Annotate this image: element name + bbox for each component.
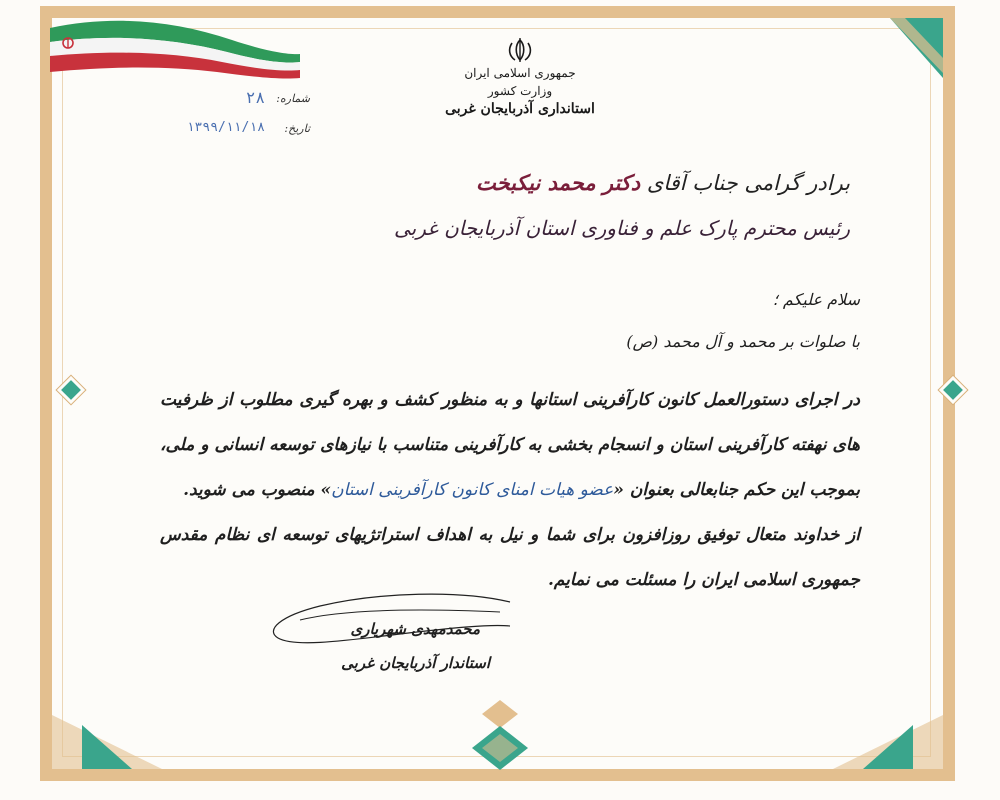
- header-country: جمهوری اسلامی ایران: [464, 66, 576, 80]
- closing-paragraph: از خداوند متعال توفیق روزافزون برای شما و نیل به اهداف استراتژیهای توسعه ای نظام مقدس جمهوری اسلامی ایران را مسئلت می نمایم.: [160, 525, 860, 590]
- appointment-title: عضو هیات امنای کانون کارآفرینی استان: [331, 480, 614, 500]
- salutation: سلام علیکم ؛: [772, 290, 860, 309]
- header-ministry: وزارت کشور: [487, 84, 553, 98]
- recipient-name: دکتر محمد نیکبخت: [476, 170, 641, 195]
- bottom-left-corner-ornament: [52, 715, 162, 769]
- signatory-title: استاندار آذربایجان غربی: [341, 654, 490, 672]
- recipient-position: رئیس محترم پارک علم و فناوری استان آذربایجان غربی: [394, 216, 850, 240]
- recipient-block: [210, 166, 850, 244]
- number-label: شماره:: [276, 92, 310, 105]
- header-governorate: استانداری آذربایجان غربی: [445, 101, 595, 117]
- blessing: با صلوات بر محمد و آل محمد (ص): [626, 332, 860, 351]
- date-label: تاریخ:: [284, 122, 310, 135]
- bottom-center-ornament: [470, 700, 530, 770]
- paragraph-part1: در اجرای دستورالعمل کانون کارآفرینی استانها و به منظور کشف و بهره گیری مطلوب از ظرفیت های نهفته کارآفرینی استان و انسجام بخشی به کارآفرینی متناسب با نیازهای توسعه انسانی و ملی، بموجب این حکم جنابعالی بعنوان «: [160, 390, 860, 500]
- date-value: ۱۳۹۹/۱۱/۱۸: [186, 120, 265, 135]
- signature-block: [260, 590, 520, 690]
- appointment-paragraph: [160, 378, 860, 513]
- iran-emblem-icon: [506, 38, 534, 62]
- letter-meta: [140, 88, 310, 148]
- signatory-name: محمدمهدی شهریاری: [350, 620, 480, 638]
- government-header: [420, 38, 620, 118]
- number-value: ۲۸: [245, 88, 265, 107]
- letter-body: [160, 288, 860, 603]
- top-right-corner-ornament: [850, 18, 943, 78]
- iran-flag-ribbon-icon: [42, 10, 302, 90]
- recipient-prefix: برادر گرامی جناب آقای: [646, 171, 850, 195]
- paragraph-part2: » منصوب می شوید.: [183, 480, 332, 500]
- bottom-right-corner-ornament: [833, 715, 943, 769]
